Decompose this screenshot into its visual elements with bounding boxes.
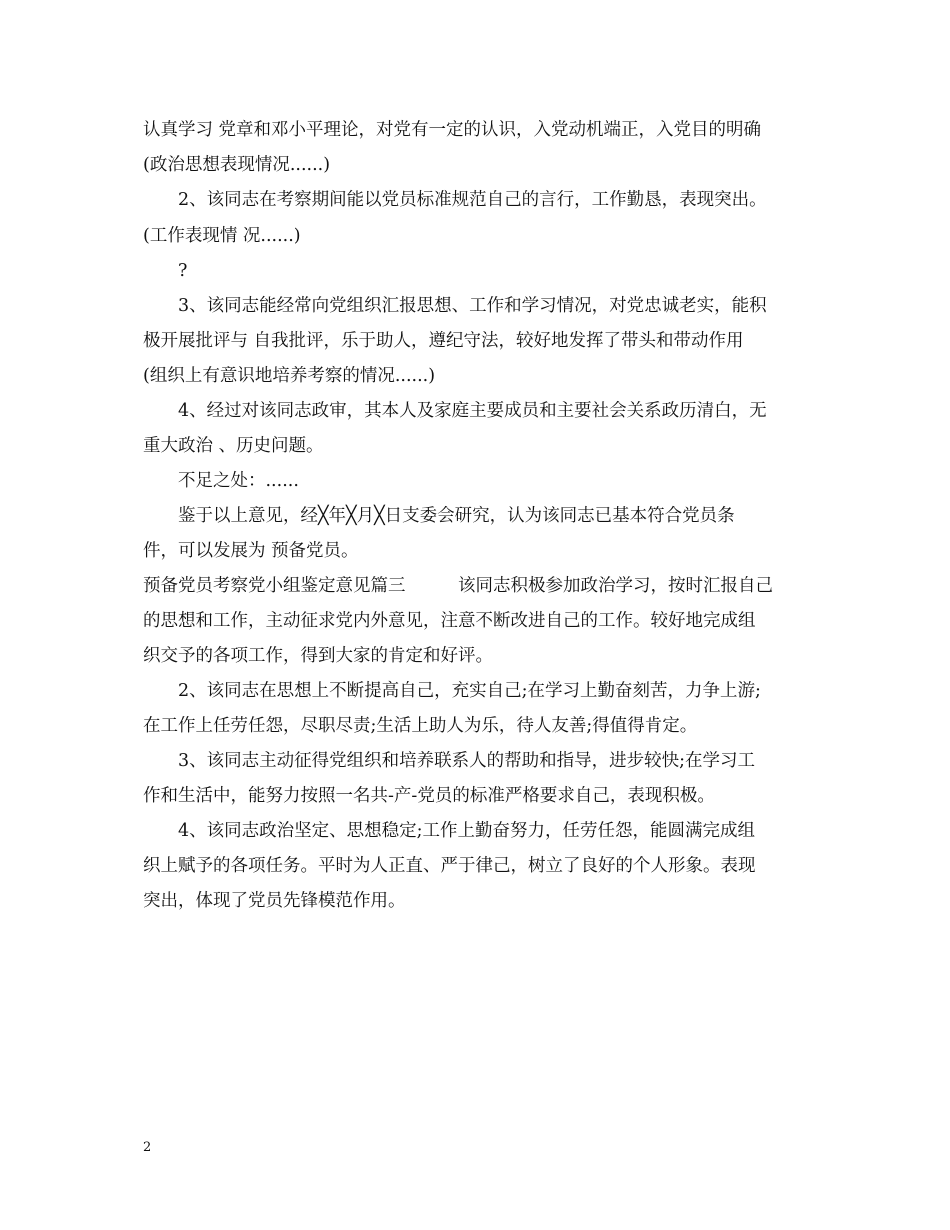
body-text-line: 重大政治 、历史问题。 [143,436,324,456]
body-text-line: 4、该同志政治坚定、思想稳定;工作上勤奋努力，任劳任怨，能圆满完成组 [143,821,756,841]
body-text-line: 织上赋予的各项任务。平时为人正直、严于律己，树立了良好的个人形象。表现 [143,856,756,876]
body-text-line: 认真学习 党章和邓小平理论，对党有一定的认识，入党动机端正，入党目的明确 [143,120,762,140]
body-text-line: 鉴于以上意见，经╳年╳月╳日支委会研究，认为该同志已基本符合党员条 [143,506,735,526]
body-text-line: 2、该同志在考察期间能以党员标准规范自己的言行，工作勤恳，表现突出。 [143,190,767,210]
body-text-line: 3、该同志主动征得党组织和培养联系人的帮助和指导，进步较快;在学习工 [143,751,756,771]
body-text-line: (政治思想表现情况......) [143,155,331,175]
body-text-line: 织交予的各项工作，得到大家的肯定和好评。 [143,646,493,666]
body-text-line: 3、该同志能经常向党组织汇报思想、工作和学习情况，对党忠诚老实，能积 [143,296,767,316]
body-text-line: 不足之处：...... [143,471,299,491]
page-number: 2 [143,1140,152,1155]
body-text-line: (工作表现情 况......) [143,226,301,246]
body-text-line: 件，可以发展为 预备党员。 [143,541,359,561]
body-text-line: (组织上有意识地培养考察的情况......) [143,366,436,386]
body-text-line: 预备党员考察党小组鉴定意见篇三 该同志积极参加政治学习，按时汇报自己 [143,576,773,596]
body-text-line: 突出，体现了党员先锋模范作用。 [143,891,406,911]
body-text-line: ? [143,261,188,281]
body-text-line: 极开展批评与 自我批评，乐于助人，遵纪守法，较好地发挥了带头和带动作用 [143,331,744,351]
body-text-line: 2、该同志在思想上不断提高自己，充实自己;在学习上勤奋刻苦，力争上游; [143,681,761,701]
body-text-line: 4、经过对该同志政审，其本人及家庭主要成员和主要社会关系政历清白，无 [143,401,767,421]
body-text-line: 在工作上任劳任怨，尽职尽责;生活上助人为乐，待人友善;得值得肯定。 [143,716,698,736]
body-text-line: 的思想和工作，主动征求党内外意见，注意不断改进自己的工作。较好地完成组 [143,611,756,631]
body-text-line: 作和生活中，能努力按照一名共-产-党员的标准严格要求自己，表现积极。 [143,786,715,806]
